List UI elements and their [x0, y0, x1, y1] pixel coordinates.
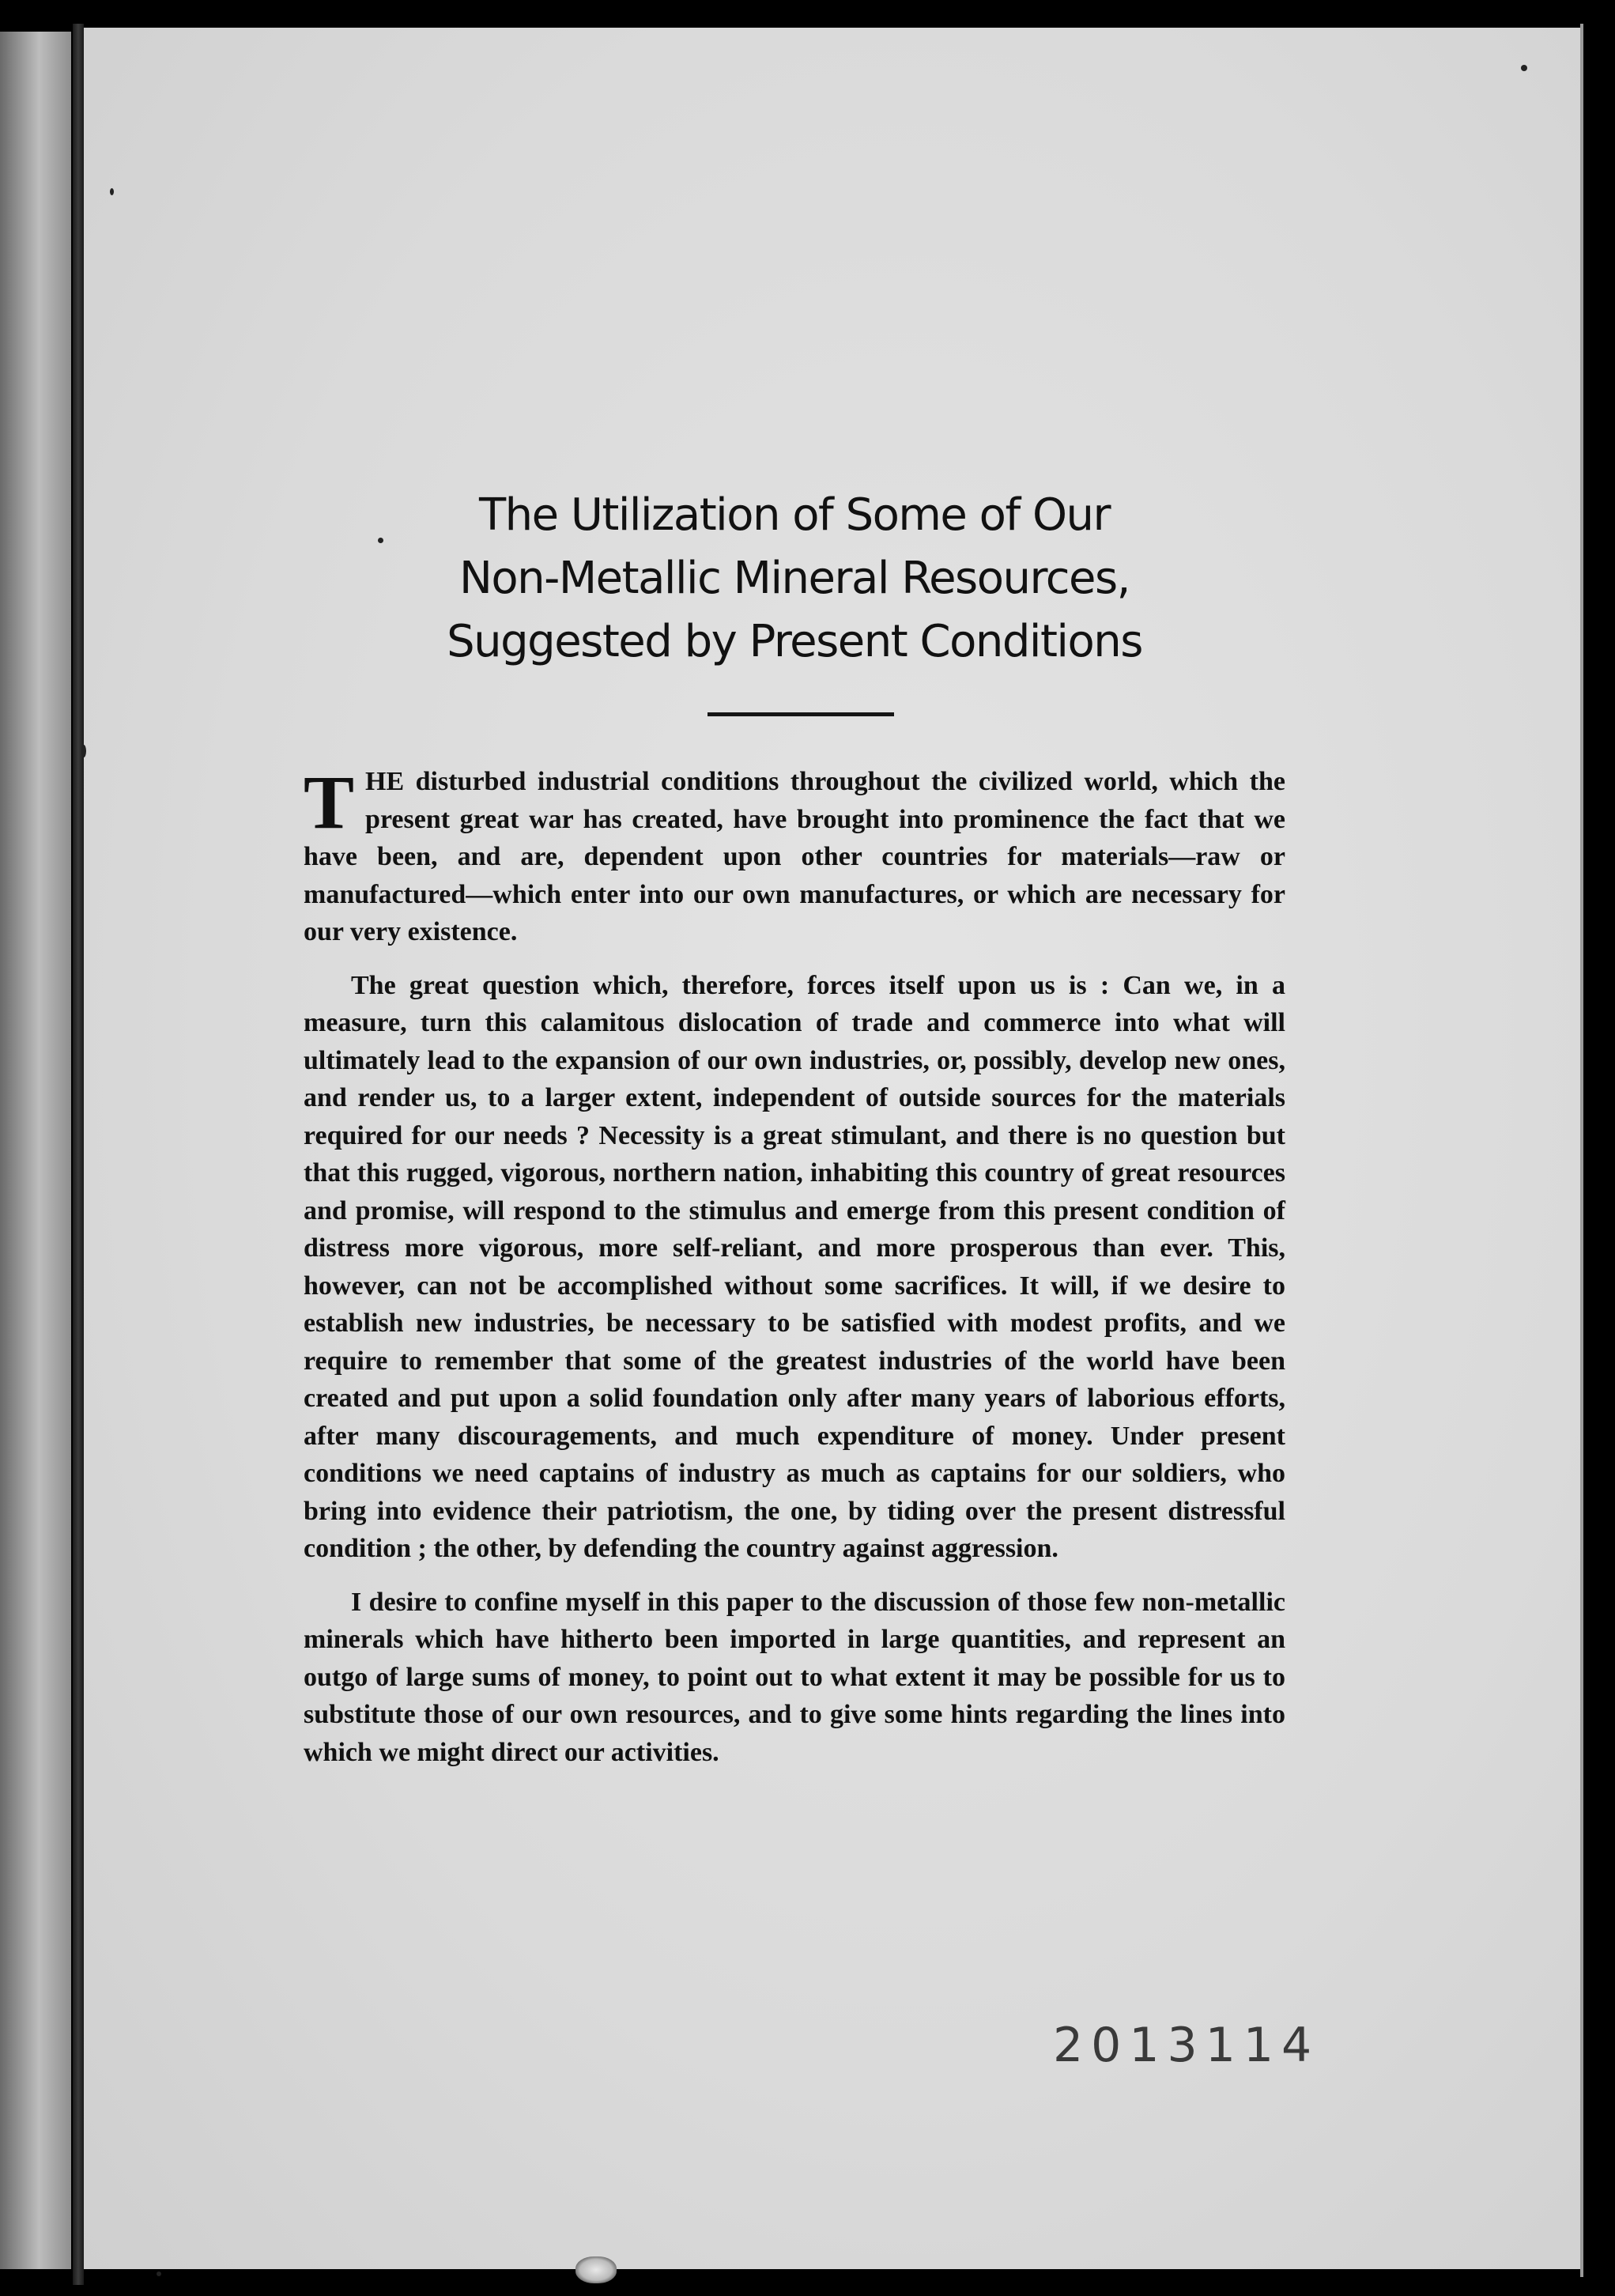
scan-artifact: [575, 2256, 617, 2283]
title-line-3: Suggested by Present Conditions: [447, 616, 1142, 667]
paragraph-2: The great question which, therefore, forces itself upon us is : Can we, in a measure, turn this calamitous dislocation of trade and commerce into what will ultimately lead to the expansion of our own industries, or, possibly, develop new ones, and render us, to a larger extent, independent of outside sources for the materials required for our needs ? Necessity is a great stimulant, and there is no question but that this rugged, vigorous, northern nation, inhabiting this country of great resources and promise, will respond to the stimulus and emerge from this present condition of distress more vigorous, more self-reliant, and more prosperous than ever. This, however, can not be accomplished without some sacrifices. It will, if we desire to establish new industries, be necessary to be satisfied with modest profits, and we require to remember that some of the greatest industries of the world have been created and put upon a solid foundation only after many years of laborious efforts, after many discouragements, and much expenditure of money. Under present conditions we need captains of industry as much as captains for our soldiers, who bring into evidence their patriotism, the one, by tiding over the present distressful condition ; the other, by defending the country against aggression.: [304, 970, 1285, 1563]
body-text: [304, 760, 1285, 1787]
title-line-1: The Utilization of Some of Our: [478, 489, 1111, 541]
page-gutter: [73, 24, 84, 2285]
dust-speck: [81, 745, 86, 757]
drop-cap-letter: T: [304, 760, 355, 844]
paragraph-1-text: HE disturbed industrial conditions throughout the civilized world, which the present great war has created, have brought into prominence the fact that we have been, and are, dependent upon other countries for materials—raw or manufactured—which enter into our own manufactures, or which are necessary for our very existence.: [304, 767, 1285, 946]
dust-speck: [1521, 65, 1527, 71]
paragraph-3: I desire to confine myself in this paper to the discussion of those few non-metallic minerals which have hitherto been imported in large quantities, and represent an outgo of large sums of money, to point out to what extent it may be possible for us to substitute those of our own resources, and to give some hints regarding the lines into which we might direct our activities.: [304, 1587, 1285, 1767]
title-divider: [708, 712, 894, 716]
dust-speck: [157, 2271, 161, 2276]
dust-speck: [110, 188, 114, 195]
paragraph-1: [304, 760, 1285, 951]
document-title: [237, 484, 1352, 674]
archive-stamp-number: 2013114: [1053, 2018, 1320, 2073]
title-line-2: Non-Metallic Mineral Resources,: [459, 553, 1130, 604]
page-right-edge: [1580, 24, 1583, 2277]
left-page-edge: [0, 32, 71, 2269]
